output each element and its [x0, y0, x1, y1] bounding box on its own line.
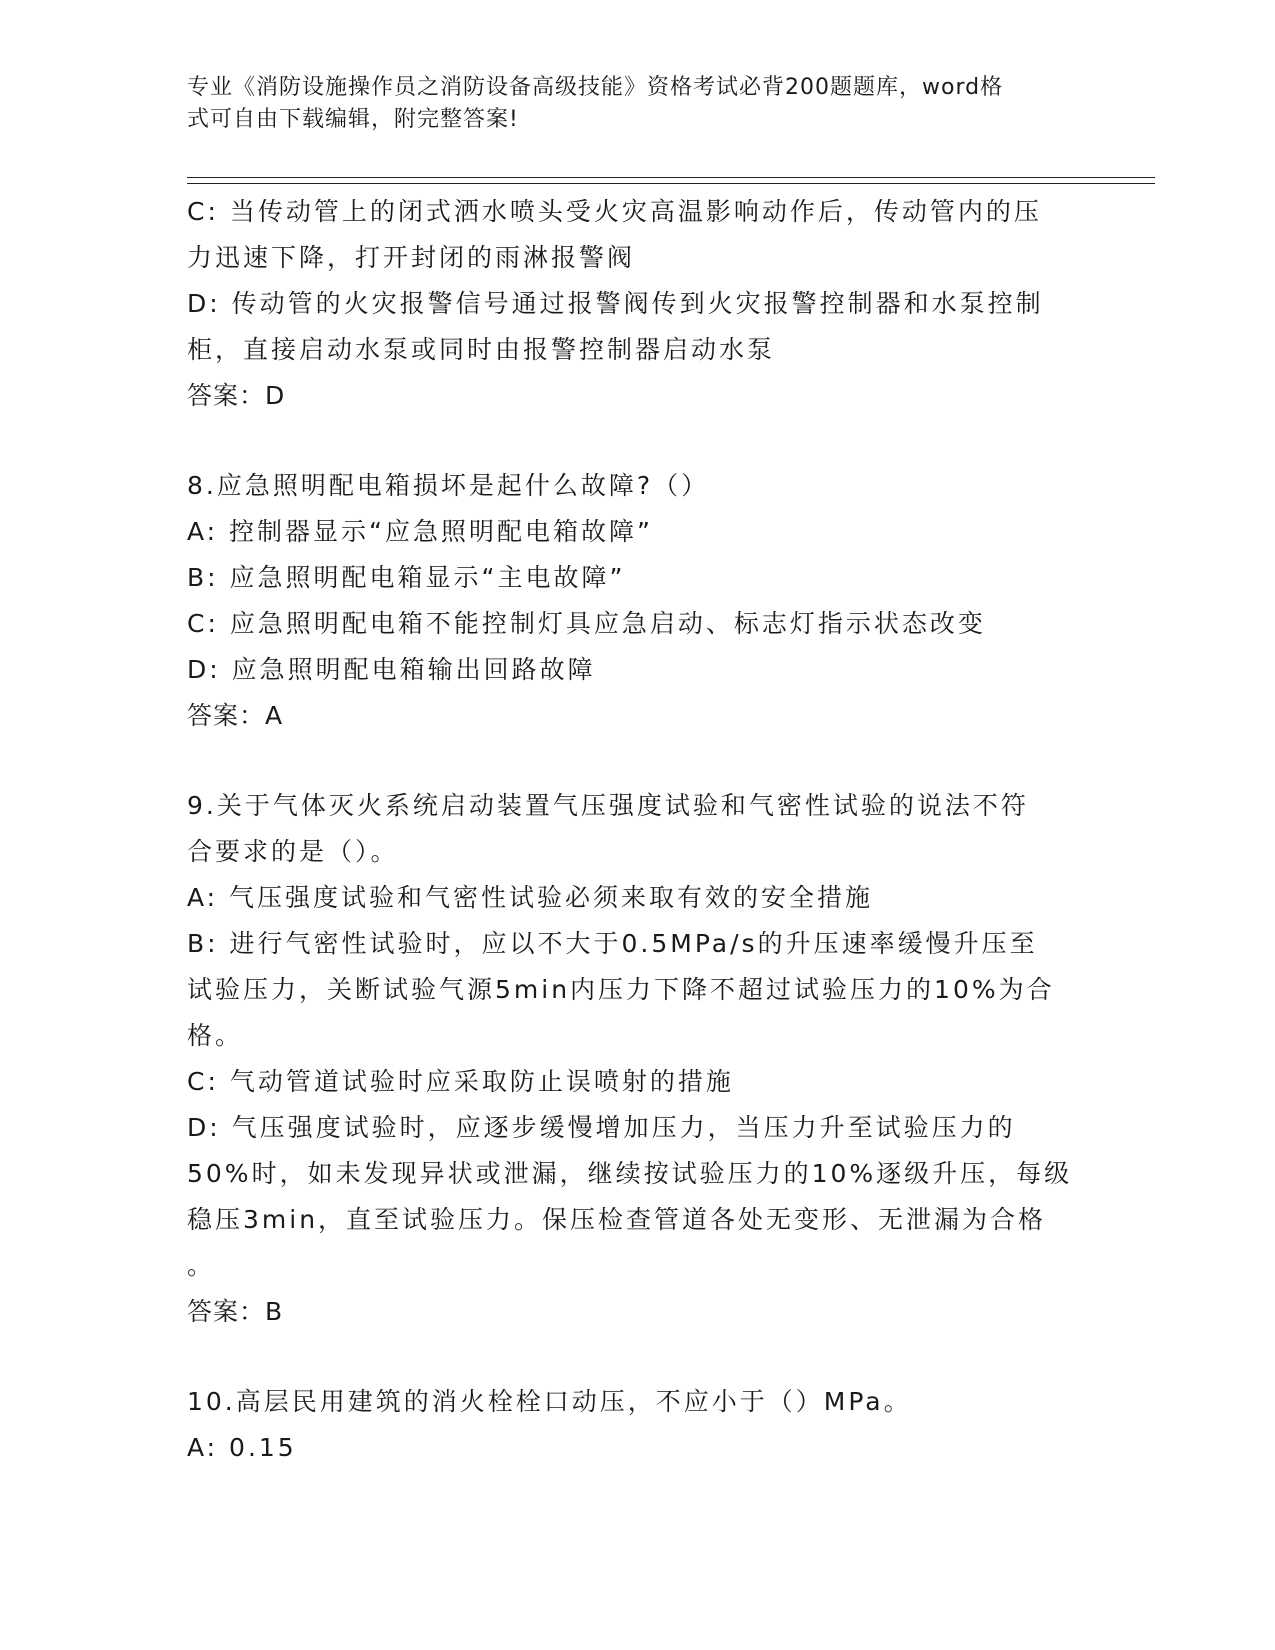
question-7-continued	[187, 189, 1087, 419]
q9-option-d-line-1: D: 气压强度试验时，应逐步缓慢增加压力，当压力升至试验压力的	[187, 1113, 1016, 1142]
spacer	[187, 739, 1087, 783]
q8-option-d: D: 应急照明配电箱输出回路故障	[187, 655, 596, 684]
q7-option-c-line-1: C: 当传动管上的闭式洒水喷头受火灾高温影响动作后，传动管内的压	[187, 197, 1042, 226]
q8-stem: 8.应急照明配电箱损坏是起什么故障?（）	[187, 471, 710, 500]
q10-option-a: A: 0.15	[187, 1433, 297, 1462]
q9-stem-line-1: 9.关于气体灭火系统启动装置气压强度试验和气密性试验的说法不符	[187, 791, 1029, 820]
q8-option-a: A: 控制器显示“应急照明配电箱故障”	[187, 517, 653, 546]
header-title-line-1: 专业《消防设施操作员之消防设备高级技能》资格考试必背200题题库，word格	[187, 75, 1004, 100]
question-9	[187, 783, 1087, 1335]
q7-option-c-line-2: 力迅速下降，打开封闭的雨淋报警阀	[187, 243, 636, 272]
q7-option-d-line-2: 柜，直接启动水泵或同时由报警控制器启动水泵	[187, 335, 776, 364]
spacer	[187, 419, 1087, 463]
q9-option-b-line-3: 格。	[187, 1021, 244, 1050]
q10-stem: 10.高层民用建筑的消火栓栓口动压，不应小于（）MPa。	[187, 1387, 912, 1416]
q9-option-d-line-2: 50%时，如未发现异状或泄漏，继续按试验压力的10%逐级升压，每级	[187, 1159, 1073, 1188]
q9-option-b-line-1: B: 进行气密性试验时，应以不大于0.5MPa/s的升压速率缓慢升压至	[187, 929, 1038, 958]
q7-option-d-line-1: D: 传动管的火灾报警信号通过报警阀传到火灾报警控制器和水泵控制	[187, 289, 1044, 318]
header-divider-top	[187, 177, 1155, 178]
document-body	[187, 189, 1087, 1471]
q9-option-d-line-4: 。	[187, 1251, 216, 1280]
q9-option-a: A: 气压强度试验和气密性试验必须来取有效的安全措施	[187, 883, 874, 912]
question-8	[187, 463, 1087, 739]
q8-answer: 答案：A	[187, 701, 284, 730]
header-title-line-2: 式可自由下载编辑，附完整答案!	[187, 107, 519, 132]
q7-answer: 答案：D	[187, 381, 286, 410]
q9-option-d-line-3: 稳压3min，直至试验压力。保压检查管道各处无变形、无泄漏为合格	[187, 1205, 1047, 1234]
q9-answer: 答案：B	[187, 1297, 284, 1326]
q9-stem-line-2: 合要求的是（）。	[187, 837, 399, 866]
header-divider-bottom	[187, 183, 1155, 184]
question-10	[187, 1379, 1087, 1471]
q8-option-c: C: 应急照明配电箱不能控制灯具应急启动、标志灯指示状态改变	[187, 609, 986, 638]
q9-option-c: C: 气动管道试验时应采取防止误喷射的措施	[187, 1067, 734, 1096]
document-header	[187, 72, 1067, 136]
q9-option-b-line-2: 试验压力，关断试验气源5min内压力下降不超过试验压力的10%为合	[187, 975, 1055, 1004]
spacer	[187, 1335, 1087, 1379]
q8-option-b: B: 应急照明配电箱显示“主电故障”	[187, 563, 626, 592]
